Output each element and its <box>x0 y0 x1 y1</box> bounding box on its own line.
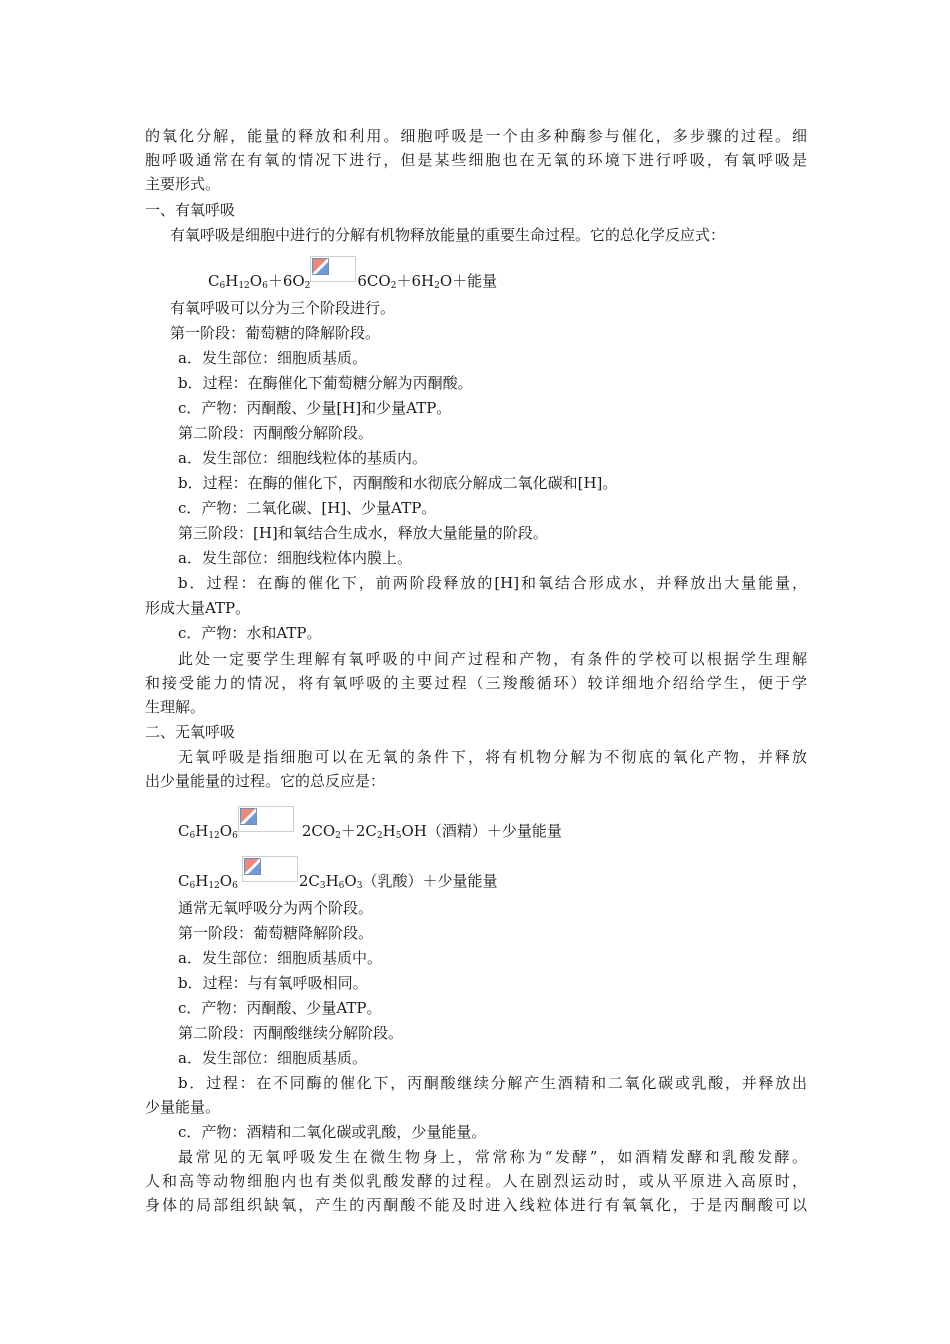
aerobic-note-line2: 和接受能力的情况，将有氧呼吸的主要过程（三羧酸循环）较详细地介绍给学生，便于学 <box>145 674 807 692</box>
anaerobic-stage2-a: a．发生部位：细胞质基质。 <box>178 1049 367 1067</box>
anaerobic-stage2-title: 第二阶段：丙酮酸继续分解阶段。 <box>178 1024 404 1042</box>
anaerobic-stage2-b-line2: 少量能量。 <box>145 1098 221 1116</box>
anaerobic-stage2-c: c．产物：酒精和二氧化碳或乳酸，少量能量。 <box>178 1123 487 1141</box>
anaerobic-stage1-c: c．产物：丙酮酸、少量ATP。 <box>178 999 382 1017</box>
aerobic-note-line3: 生理解。 <box>145 698 206 716</box>
intro-line-1: 的氧化分解，能量的释放和利用。细胞呼吸是一个由多种酶参与催化，多步骤的过程。细 <box>145 127 807 145</box>
anaerobic-stage1-a: a．发生部位：细胞质基质中。 <box>178 949 382 967</box>
aerobic-stage3-title: 第三阶段：[H]和氧结合生成水，释放大量能量的阶段。 <box>178 524 548 542</box>
anaerobic-paragraph-line3: 身体的局部组织缺氧，产生的丙酮酸不能及时进入线粒体进行有氧氧化，于是丙酮酸可以 <box>145 1196 807 1214</box>
aerobic-stage1-title: 第一阶段：葡萄糖的降解阶段。 <box>170 324 381 342</box>
anaerobic-desc-line2: 出少量能量的过程。它的总反应是： <box>145 772 386 790</box>
anaerobic-paragraph-line2: 人和高等动物细胞内也有类似乳酸发酵的过程。人在剧烈运动时，或从平原进入高原时， <box>145 1172 807 1190</box>
anaerobic-equation-alcohol: $C_6H_{12}O_6$ $2CO_2+2C_2H_5OH$（酒精）＋少量能量 <box>178 806 562 842</box>
anaerobic-stages-intro: 通常无氧呼吸分为两个阶段。 <box>178 899 374 917</box>
intro-line-2: 胞呼吸通常在有氧的情况下进行，但是某些细胞也在无氧的环境下进行呼吸，有氧呼吸是 <box>145 151 807 169</box>
broken-image-icon <box>238 806 294 832</box>
section-heading-anaerobic: 二、无氧呼吸 <box>145 723 236 741</box>
anaerobic-stage2-b-line1: b．过程：在不同酶的催化下，丙酮酸继续分解产生酒精和二氧化碳或乳酸，并释放出 <box>178 1074 807 1092</box>
aerobic-stage3-a: a．发生部位：细胞线粒体内膜上。 <box>178 549 412 567</box>
aerobic-stage3-b-line1: b．过程：在酶的催化下，前两阶段释放的[H]和氧结合形成水，并释放出大量能量， <box>178 574 807 592</box>
broken-image-icon <box>310 256 356 282</box>
aerobic-stage1-a: a．发生部位：细胞质基质。 <box>178 349 367 367</box>
aerobic-note-line1: 此处一定要学生理解有氧呼吸的中间产过程和产物，有条件的学校可以根据学生理解 <box>178 650 807 668</box>
anaerobic-paragraph-line1: 最常见的无氧呼吸发生在微生物身上，常常称为“发酵”，如酒精发酵和乳酸发酵。 <box>178 1148 807 1166</box>
anaerobic-stage1-title: 第一阶段：葡萄糖降解阶段。 <box>178 924 374 942</box>
aerobic-stage3-b-line2: 形成大量ATP。 <box>145 599 251 617</box>
intro-line-3: 主要形式。 <box>145 175 221 193</box>
anaerobic-stage1-b: b．过程：与有氧呼吸相同。 <box>178 974 368 992</box>
aerobic-stage2-title: 第二阶段：丙酮酸分解阶段。 <box>178 424 374 442</box>
aerobic-stage3-c: c．产物：水和ATP。 <box>178 624 322 642</box>
aerobic-equation: $C_6H_{12}O_6+6O_2$ $6CO_2+6H_2O+$能量 <box>208 256 497 292</box>
aerobic-stage1-c: c．产物：丙酮酸、少量[H]和少量ATP。 <box>178 399 452 417</box>
aerobic-stage2-a: a．发生部位：细胞线粒体的基质内。 <box>178 449 427 467</box>
aerobic-stages-intro: 有氧呼吸可以分为三个阶段进行。 <box>170 299 396 317</box>
anaerobic-desc-line1: 无氧呼吸是指细胞可以在无氧的条件下，将有机物分解为不彻底的氧化产物，并释放 <box>178 748 807 766</box>
aerobic-description: 有氧呼吸是细胞中进行的分解有机物释放能量的重要生命过程。它的总化学反应式： <box>170 226 726 244</box>
aerobic-stage2-c: c．产物：二氧化碳、[H]、少量ATP。 <box>178 499 437 517</box>
aerobic-stage1-b: b．过程：在酶催化下葡萄糖分解为丙酮酸。 <box>178 374 473 392</box>
section-heading-aerobic: 一、有氧呼吸 <box>145 201 236 219</box>
broken-image-icon <box>242 856 298 882</box>
aerobic-stage2-b: b．过程：在酶的催化下，丙酮酸和水彻底分解成二氧化碳和[H]。 <box>178 474 618 492</box>
anaerobic-equation-lactic: $C_6H_{12}O_6$ $2C_3H_6O_3$（乳酸）＋少量能量 <box>178 856 497 892</box>
